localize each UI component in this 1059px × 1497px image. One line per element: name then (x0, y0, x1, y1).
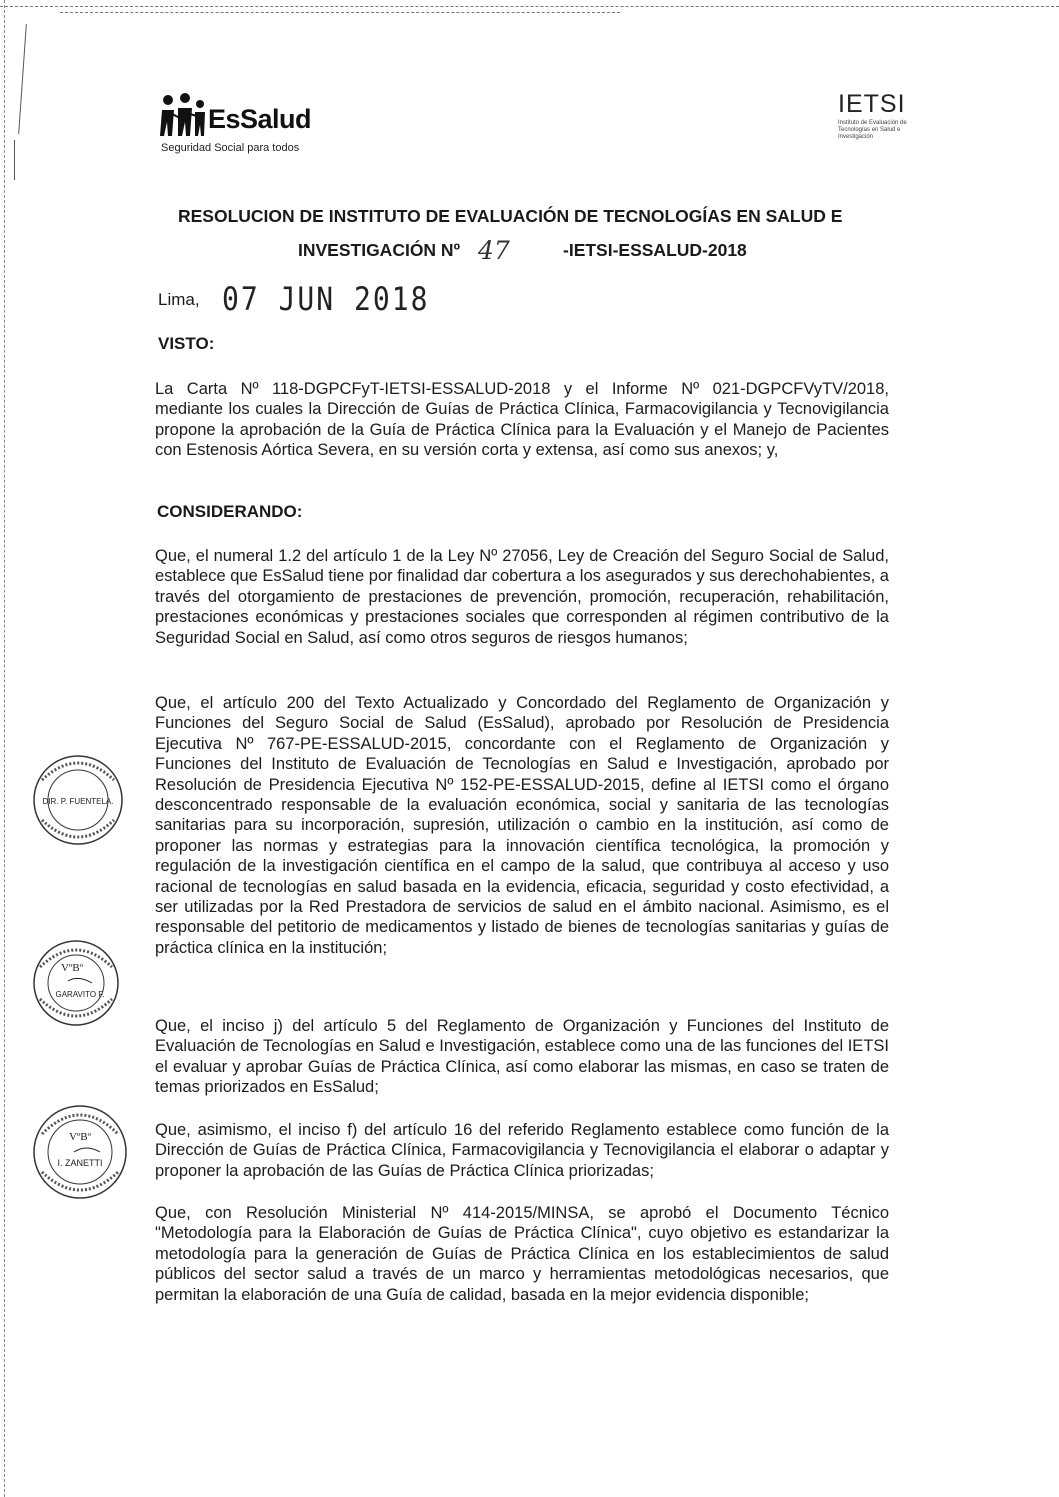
paragraph-considerando-1: Que, el numeral 1.2 del artículo 1 de la Ley Nº 27056, Ley de Creación del Seguro Social de Salud, establece que EsSalud tiene por finalidad dar cobertura a los asegurados y sus derechohabientes, a través del otorgamiento de prestaciones de prevención, promoción, recuperación, rehabilitación, prestaciones económicas y prestaciones sociales que corresponden al régimen contributivo de la Seguridad Social en Salud, así como otros seguros de riesgos humanos; (155, 547, 889, 647)
resolution-title-line2-suffix: -IETSI-ESSALUD-2018 (563, 240, 747, 260)
scan-top-edge (0, 6, 1059, 7)
resolution-number-handwritten: 47 (478, 236, 510, 265)
paragraph-considerando-5: Que, con Resolución Ministerial Nº 414-2015/MINSA, se aprobó el Documento Técnico "Metodología para la Elaboración de Guías de Práctica Clínica", cuyo objetivo es estandarizar la metodología para la generación de Guías de Práctica Clínica en los establecimientos de salud públicos del sector salud a través de un marco y herramientas metodológicas necesarios, que permitan la elaboración de una Guía de calidad, basada en la mejor evidencia disponible; (155, 1204, 889, 1304)
seal-vobo-asesoria-juridica (28, 1100, 132, 1204)
resolution-title-line2-prefix: INVESTIGACIÓN Nº (298, 240, 460, 260)
seal2-label: GARAVITO F. (55, 990, 105, 999)
seal-ring-icon (28, 935, 124, 1031)
seal-vobo-direccion-guias (28, 935, 124, 1031)
dateline-place: Lima, (158, 290, 200, 309)
seal-direccion (28, 750, 128, 850)
ietsi-subtitle: Instituto de Evaluación de Tecnologías en Salud e Investigación (838, 120, 907, 140)
scan-top-edge-2 (60, 12, 620, 13)
scan-left-mark-2 (14, 140, 15, 180)
seal2-vobo: VºBº (60, 962, 84, 974)
seal-ring-icon (28, 750, 128, 850)
paragraph-considerando-2: Que, el artículo 200 del Texto Actualizado y Concordado del Reglamento de Organización y Funciones del Seguro Social de Salud (EsSalud), aprobado por Resolución de Presidencia Ejecutiva Nº 767-PE-ESSALUD-2015, concordante con el Reglamento de Organización y Funciones del Instituto de Evaluación de Tecnologías en Salud e Investigación, aprobado por Resolución de Presidencia Ejecutiva Nº 152-PE-ESSALUD-2015, define al IETSI como el órgano desconcentrado responsable de la evaluación económica, social y sanitaria de las tecnologías sanitarias para su incorporación, supresión, utilización o cambio en la institución, así como de proponer las normas y estrategias para la innovación científica tecnológica, la promoción y regulación de la investigación científica en el campo de la salud, que contribuya al acceso y uso racional de tecnologías en salud basada en la evidencia, eficacia, seguridad y costo efectividad, a ser utilizadas por la Red Prestadora de servicios de salud en el ámbito nacional. Asimismo, es el responsable del petitorio de medicamentos y listado de bienes de tecnologías sanitarias y guías de práctica clínica en la institución; (155, 694, 889, 957)
scan-left-mark (18, 24, 27, 134)
dateline-stamped-date: 07 JUN 2018 (222, 280, 430, 318)
essalud-wordmark: EsSalud (208, 104, 312, 134)
essalud-family-icon (158, 92, 210, 138)
essalud-tagline: Seguridad Social para todos (161, 142, 300, 154)
heading-considerando: CONSIDERANDO: (157, 502, 303, 521)
ietsi-logo (838, 90, 918, 160)
ietsi-wordmark: IETSI (838, 90, 906, 118)
seal3-vobo: VºBº (68, 1131, 92, 1143)
seal3-label: I. ZANETTI (57, 1158, 103, 1168)
paragraph-considerando-3: Que, el inciso j) del artículo 5 del Reglamento de Organización y Funciones del Instituto de Evaluación de Tecnologías en Salud e Investigación, establece como una de las funciones del IETSI el evaluar y aprobar Guías de Práctica Clínica, así como elaborar las mismas, en caso se traten de temas priorizados en EsSalud; (155, 1017, 889, 1097)
paragraph-considerando-4: Que, asimismo, el inciso f) del artículo 16 del referido Reglamento establece como función de la Dirección de Guías de Práctica Clínica, Farmacovigilancia y Tecnovigilancia el elaborar o adaptar y proponer la aprobación de las Guías de Práctica Clínica priorizadas; (155, 1121, 889, 1180)
seal1-label: DIR. P. FUENTELA. (42, 797, 114, 806)
scan-left-edge (4, 0, 5, 1497)
heading-visto: VISTO: (158, 334, 215, 353)
resolution-title-line1: RESOLUCION DE INSTITUTO DE EVALUACIÓN DE TECNOLOGÍAS EN SALUD E (178, 206, 843, 226)
paragraph-visto: La Carta Nº 118-DGPCFyT-IETSI-ESSALUD-2018 y el Informe Nº 021-DGPCFVyTV/2018, mediante los cuales la Dirección de Guías de Práctica Clínica, Farmacovigilancia y Tecnovigilancia propone la aprobación de la Guía de Práctica Clínica para la Evaluación y el Manejo de Pacientes con Estenosis Aórtica Severa, en su versión corta y extensa, así como sus anexos; y, (155, 380, 889, 460)
seal-ring-icon (28, 1100, 132, 1204)
essalud-logo (158, 92, 358, 162)
